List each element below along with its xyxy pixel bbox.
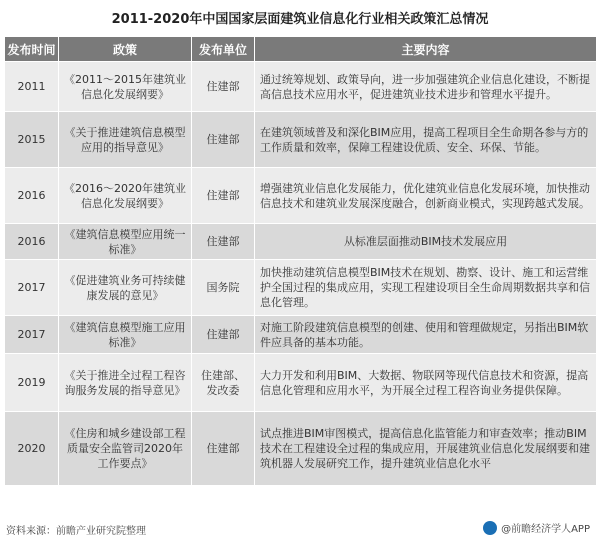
cell-unit: 住建部 xyxy=(192,62,255,112)
cell-policy: 《关于推进建筑信息模型应用的指导意见》 xyxy=(59,112,192,168)
cell-year: 2015 xyxy=(5,112,59,168)
cell-content: 增强建筑业信息化发展能力，优化建筑业信息化发展环境，加快推动信息技术和建筑业发展深度融合，创新商业模式，实现跨越式发展。 xyxy=(255,168,597,224)
cell-unit: 住建部 xyxy=(192,224,255,260)
cell-policy: 《2011～2015年建筑业信息化发展纲要》 xyxy=(59,62,192,112)
cell-content: 对施工阶段建筑信息模型的创建、使用和管理做规定，另指出BIM软件应具备的基本功能。 xyxy=(255,316,597,354)
table-header-row xyxy=(5,37,597,62)
cell-content: 试点推进BIM审图模式，提高信息化监管能力和审查效率；推动BIM技术在工程建设全过程的集成应用，开展建筑业信息化发展纲要和建筑机器人发展研究工作，提升建筑业信息化水平 xyxy=(255,412,597,486)
cell-year: 2020 xyxy=(5,412,59,486)
cell-year: 2016 xyxy=(5,224,59,260)
cell-content: 在建筑领域普及和深化BIM应用，提高工程项目全生命期各参与方的工作质量和效率，保障工程建设优质、安全、环保、节能。 xyxy=(255,112,597,168)
cell-content: 从标准层面推动BIM技术发展应用 xyxy=(255,224,597,260)
brand-label: @前瞻经济学人APP xyxy=(501,524,590,535)
cell-content: 大力开发和利用BIM、大数据、物联网等现代信息技术和资源，提高信息化管理和应用水平，为开展全过程工程咨询业务提供保障。 xyxy=(255,354,597,412)
cell-policy: 《关于推进全过程工程咨询服务发展的指导意见》 xyxy=(59,354,192,412)
cell-year: 2011 xyxy=(5,62,59,112)
cell-year: 2017 xyxy=(5,316,59,354)
cell-year: 2017 xyxy=(5,260,59,316)
table-row xyxy=(5,316,597,354)
table-row xyxy=(5,62,597,112)
brand-logo-icon xyxy=(483,521,497,535)
header-policy: 政策 xyxy=(59,37,192,62)
cell-content: 通过统筹规划、政策导向，进一步加强建筑企业信息化建设，不断提高信息技术应用水平，促进建筑业技术进步和管理水平提升。 xyxy=(255,62,597,112)
cell-unit: 住建部 xyxy=(192,412,255,486)
brand-credit xyxy=(483,520,590,535)
cell-policy: 《促进建筑业务可持续健康发展的意见》 xyxy=(59,260,192,316)
cell-year: 2016 xyxy=(5,168,59,224)
page-title: 2011-2020年中国国家层面建筑业信息化行业相关政策汇总情况 xyxy=(111,12,489,27)
table-row xyxy=(5,354,597,412)
cell-content: 加快推动建筑信息模型BIM技术在规划、勘察、设计、施工和运营维护全国过程的集成应用，实现工程建设项目全生命周期数据共享和信息化管理。 xyxy=(255,260,597,316)
policy-table xyxy=(4,36,597,486)
header-content: 主要内容 xyxy=(255,37,597,62)
table-row xyxy=(5,168,597,224)
table-row xyxy=(5,412,597,486)
cell-unit: 住建部 xyxy=(192,316,255,354)
table-row xyxy=(5,224,597,260)
cell-policy: 《建筑信息模型应用统一标准》 xyxy=(59,224,192,260)
table-row xyxy=(5,260,597,316)
source-note: 资料来源：前瞻产业研究院整理 xyxy=(6,526,146,537)
cell-unit: 住建部、发改委 xyxy=(192,354,255,412)
cell-policy: 《2016～2020年建筑业信息化发展纲要》 xyxy=(59,168,192,224)
cell-unit: 国务院 xyxy=(192,260,255,316)
cell-policy: 《住房和城乡建设部工程质量安全监管司2020年工作要点》 xyxy=(59,412,192,486)
cell-unit: 住建部 xyxy=(192,112,255,168)
table-row xyxy=(5,112,597,168)
header-unit: 发布单位 xyxy=(192,37,255,62)
cell-policy: 《建筑信息模型施工应用标准》 xyxy=(59,316,192,354)
cell-year: 2019 xyxy=(5,354,59,412)
header-year: 发布时间 xyxy=(5,37,59,62)
cell-unit: 住建部 xyxy=(192,168,255,224)
